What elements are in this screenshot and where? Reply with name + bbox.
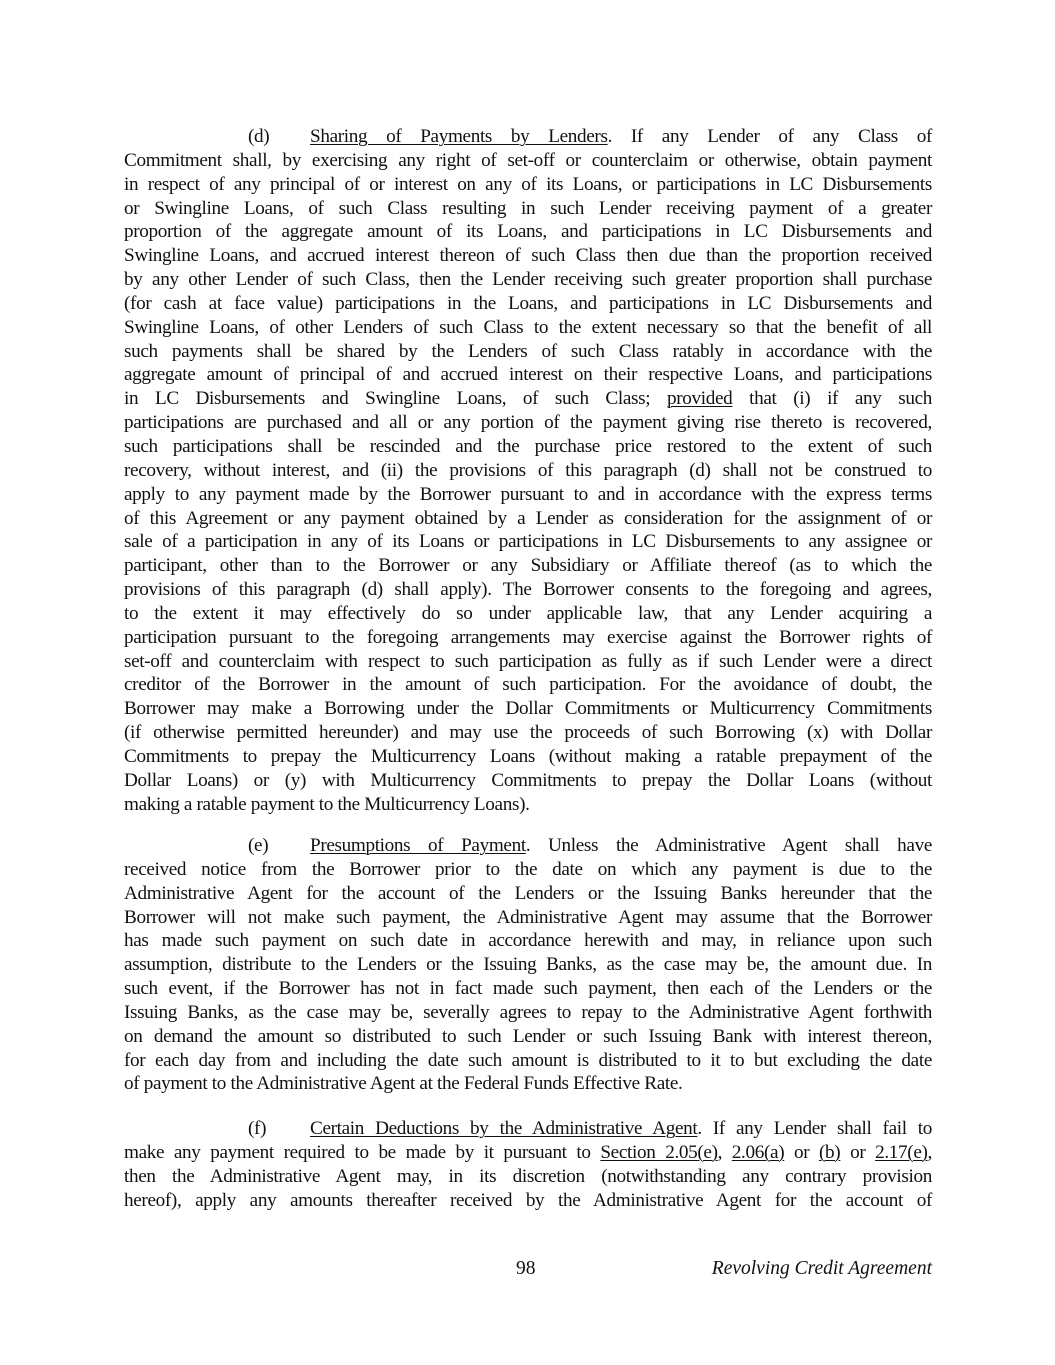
section-d-first-line [124, 125, 932, 149]
text-line: proportion of the aggregate amount of its Loans, and participations in LC Disbursements and [124, 221, 932, 243]
section-reference-line [124, 1141, 932, 1165]
text-line: Swingline Loans, and accrued interest thereon of such Class then due than the proportion received [124, 245, 932, 267]
section-heading: Certain Deductions by the Administrative Agent [310, 1118, 698, 1139]
text-line: for each day from and including the date such amount is distributed to it to but excluding the date [124, 1049, 932, 1071]
body-text: or [840, 1141, 876, 1163]
text-line: assumption, distribute to the Lenders or the Issuing Banks, as the case may be, the amount due. In [124, 954, 932, 976]
text-line: Borrower will not make such payment, the Administrative Agent may assume that the Borrower [124, 906, 932, 928]
section-reference-link[interactable]: (b) [819, 1141, 841, 1163]
text-line: such event, if the Borrower has not in fact made such payment, then each of the Lenders or the [124, 978, 932, 1000]
text-line: of payment to the Administrative Agent at the Federal Funds Effective Rate. [124, 1073, 683, 1095]
section-f [124, 1117, 932, 1212]
text-line: received notice from the Borrower prior to the date on which any payment is due to the [124, 858, 932, 880]
text-line: then the Administrative Agent may, in its discretion (notwithstanding any contrary provision [124, 1165, 932, 1187]
body-text: , [927, 1141, 932, 1163]
body-text: that (i) if any such [732, 388, 932, 410]
document-title: Revolving Credit Agreement [711, 1258, 932, 1279]
body-text: make any payment required to be made by it pursuant to [124, 1141, 601, 1163]
text-line: aggregate amount of principal of and accrued interest on their respective Loans, and participations [124, 364, 932, 386]
text-line: Commitments to prepay the Multicurrency Loans (without making a ratable prepayment of the [124, 745, 932, 767]
section-label: (e) [248, 835, 269, 856]
section-reference-link[interactable]: 2.17(e) [875, 1141, 928, 1163]
text-line: or Swingline Loans, of such Class resulting in such Lender receiving payment of a greater [124, 197, 932, 219]
text-line: on demand the amount so distributed to such Lender or such Issuing Bank with interest thereon, [124, 1025, 932, 1047]
text-line: provisions of this paragraph (d) shall apply). The Borrower consents to the foregoing and agrees, [124, 579, 932, 601]
text-line: participation pursuant to the foregoing arrangements may exercise against the Borrower rights of [124, 626, 932, 648]
text-line: set-off and counterclaim with respect to such participation as fully as if such Lender were a direct [124, 650, 932, 672]
body-text: . Unless the Administrative Agent shall have [525, 835, 932, 856]
section-heading: Sharing of Payments by Lenders [310, 126, 608, 147]
body-text: , [717, 1141, 732, 1163]
text-line: recovery, without interest, and (ii) the provisions of this paragraph (d) shall not be construed to [124, 459, 932, 481]
text-line: (if otherwise permitted hereunder) and may use the proceeds of such Borrowing (x) with Dollar [124, 722, 932, 744]
body-text: in LC Disbursements and Swingline Loans, of such Class; [124, 388, 667, 410]
text-line: making a ratable payment to the Multicurrency Loans). [124, 793, 530, 815]
text-line: apply to any payment made by the Borrower pursuant to and in accordance with the express terms [124, 483, 932, 505]
text-line: such participations shall be rescinded and the purchase price restored to the extent of such [124, 435, 932, 457]
section-e-first-line [124, 834, 932, 858]
text-line: Commitment shall, by exercising any right of set-off or counterclaim or otherwise, obtain payment [124, 149, 932, 171]
text-line: Administrative Agent for the account of the Lenders or the Issuing Banks hereunder that the [124, 882, 932, 904]
section-label: (d) [248, 126, 270, 147]
body-text: or [784, 1141, 820, 1163]
text-line: Swingline Loans, of other Lenders of such Class to the extent necessary so that the benefit of all [124, 316, 932, 338]
text-line: creditor of the Borrower in the amount of such participation. For the avoidance of doubt, the [124, 674, 932, 696]
body-text: . If any Lender of any Class of [607, 126, 932, 147]
text-line: to the extent it may effectively do so under applicable law, that any Lender acquiring a [124, 602, 932, 624]
text-line: hereof), apply any amounts thereafter received by the Administrative Agent for the account of [124, 1189, 932, 1211]
text-line: by any other Lender of such Class, then the Lender receiving such greater proportion shall purchase [124, 269, 932, 291]
text-line: has made such payment on such date in accordance herewith and may, in reliance upon such [124, 930, 932, 952]
text-line: Borrower may make a Borrowing under the Dollar Commitments or Multicurrency Commitments [124, 698, 932, 720]
provided-line [124, 387, 932, 411]
text-line: Dollar Loans) or (y) with Multicurrency Commitments to prepay the Dollar Loans (without [124, 769, 932, 791]
text-line: Issuing Banks, as the case may be, severally agrees to repay to the Administrative Agent forthwith [124, 1001, 932, 1023]
text-line: participant, other than to the Borrower or any Subsidiary or Affiliate thereof (as to which the [124, 555, 932, 577]
page-footer [0, 1257, 1055, 1281]
text-line: sale of a participation in any of its Loans or participations in LC Disbursements to any assignee or [124, 531, 932, 553]
section-reference-link[interactable]: Section 2.05(e) [600, 1141, 718, 1163]
section-label: (f) [248, 1118, 267, 1139]
text-line: in respect of any principal of or interest on any of its Loans, or participations in LC Disbursements [124, 173, 932, 195]
body-text: . If any Lender shall fail to [697, 1118, 932, 1139]
text-line: of this Agreement or any payment obtained by a Lender as consideration for the assignment of or [124, 507, 932, 529]
section-f-first-line [124, 1117, 932, 1141]
text-line: such payments shall be shared by the Lenders of such Class ratably in accordance with the [124, 340, 932, 362]
section-d [124, 125, 932, 816]
section-e [124, 834, 932, 1096]
section-reference-link[interactable]: 2.06(a) [731, 1141, 785, 1163]
page-number: 98 [516, 1258, 536, 1279]
text-line: (for cash at face value) participations in the Loans, and participations in LC Disbursements and [124, 292, 932, 314]
section-heading: Presumptions of Payment [310, 835, 526, 856]
text-line: participations are purchased and all or any portion of the payment giving rise thereto is recovered, [124, 412, 932, 434]
provided-term: provided [667, 388, 733, 410]
